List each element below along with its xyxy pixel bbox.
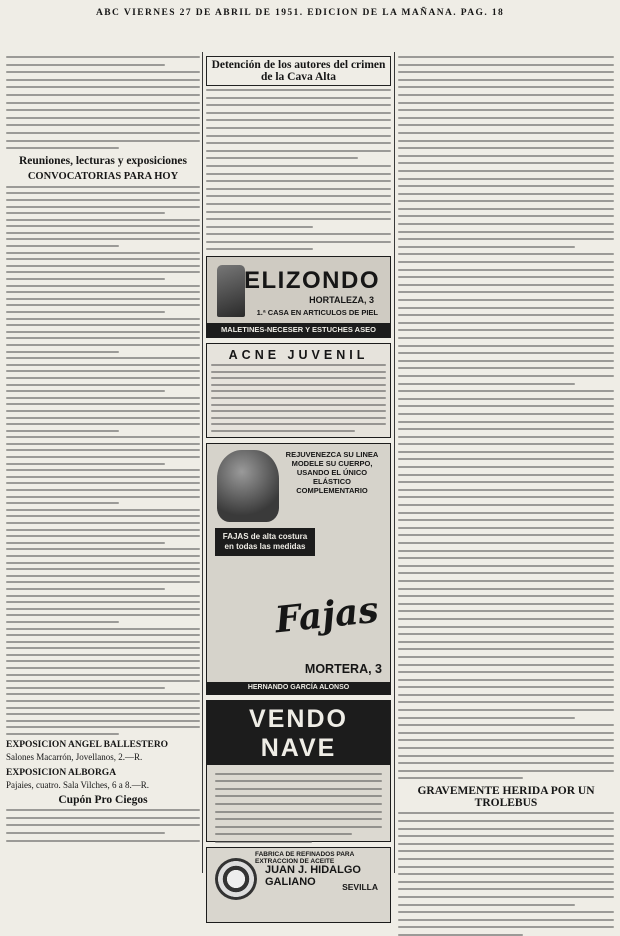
acne-ad [206,343,391,438]
exhibition-heading: EXPOSICION ANGEL BALLESTERO [6,740,169,750]
column-rule [202,52,203,873]
acne-heading: ACNE JUVENIL [228,348,369,363]
column-2 [206,54,391,892]
vendo-nave-ad [206,700,391,842]
cupon-heading: Cupón Pro Ciegos [58,794,148,807]
column-3 [398,54,614,873]
article-text-lines [206,89,391,250]
exhibition2-heading: EXPOSICION ALBORGA [6,767,117,778]
elizondo-tagline: 1.ª CASA EN ARTICULOS DE PIEL [256,308,378,318]
vendo-text-lines [207,767,390,843]
column-1 [6,54,200,873]
acne-text-lines [207,364,390,432]
trolebus-headline: GRAVEMENTE HERIDA POR UN TROLEBUS [417,785,595,810]
section-heading: Reuniones, lecturas y exposiciones [18,154,188,167]
page-folio: ABC VIERNES 27 DE ABRIL DE 1951. EDICION DE LA MAÑANA. PAG. 18 [96,8,505,18]
subheading: CONVOCATORIAS PARA HOY [27,170,179,182]
exhibition2-venue: Pajaies, cuatro. Sala Vilches, 6 a 8.—R. [6,779,150,790]
column-rule [394,52,395,873]
elizondo-address: HORTALEZA, 3 [309,295,374,306]
exhibition-venue: Salones Macarrón, Jovellanos, 2.—R. [6,752,143,762]
article-text-lines [398,812,614,936]
fajas-script-logo: Fajas [273,588,381,641]
listing-text-lines [6,186,200,735]
fajas-footer: HERNANDO GARCÍA ALONSO [207,682,390,694]
fajas-address: MORTERA, 3 [304,661,382,676]
article-text-lines [398,56,614,779]
aceite-city: SEVILLA [342,881,378,892]
handbag-illustration [217,265,245,317]
aceite-ad [206,847,391,923]
elizondo-footer: MALETINES-NECESER Y ESTUCHES ASEO [207,323,390,337]
vendo-heading: VENDO NAVE [207,701,390,765]
company-seal-icon [215,858,257,900]
aceite-company-name: JUAN J. HIDALGO GALIANO [265,863,361,888]
fajas-slogan: REJUVENEZCA SU LINEA MODELE SU CUERPO, USANDO EL ÚNICO ELÁSTICO COMPLEMENTARIO [285,449,379,495]
woman-figure-illustration [217,450,279,522]
article-text-lines [6,809,200,841]
fajas-ad [206,443,391,695]
crime-headline: Detención de los autores del crimen de la Cava Alta [206,56,391,86]
aceite-top-line: FABRICA DE REFINADOS PARA EXTRACCION DE ACEITE [255,850,355,865]
article-text-lines [6,56,200,149]
fajas-box: FAJAS de alta costura en todas las medidas [215,528,315,556]
elizondo-ad [206,256,391,338]
elizondo-name: ELIZONDO [244,267,380,295]
